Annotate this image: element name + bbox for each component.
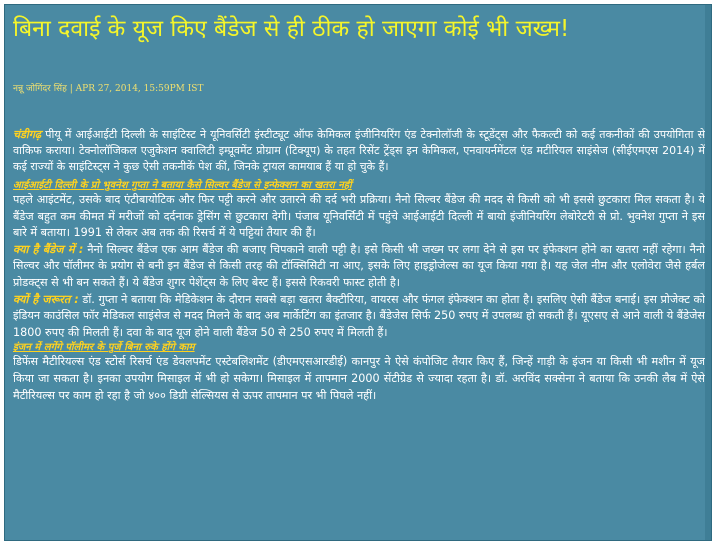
lead-text: पीयू में आईआईटी दिल्ली के साइंटिस्ट ने यूनिवर्सिटी इंस्टीट्यूट ऑफ केमिकल इंजीनियरिंग एंड टेक्नोलॉजी के स्टूडेंट्स और फैकल्टी को कई तकनीकों की उपयोगिता से वाकिफ कराया। टेक्नोलॉजिकल एजुकेशन क्वालिटी इम्प्रूवमेंट प्रोग्राम (टिक्यूप) के तहत रिसेंट ट्रेंड्स इन केमिकल, एनवायर्नमेंटल एंड मटीरियल साइंसेज (सीईएमएस 2014) में कई राज्यों के साइंटिस्ट्स ने कुछ ऐसी तकनीकें पेश कीं, जिनके ट्रायल कामयाब हैं या हो चुके हैं। (13, 128, 706, 173)
paragraph-intro: पहले आइंटमेंट, उसके बाद एंटीबायोटिक और फिर पट्टी करने और उतारने की दर्द भरी प्रक्रिया। नैनो सिल्वर बैंडेज की मदद से किसी को भी इससे छुटकारा मिल सकता है। ये बैंडेज बहुत कम कीमत में मरीजों को दर्दनाक ड्रेसिंग से छुटकारा देगी। पंजाब यूनिवर्सिटी में पहुंचे आईआईटी दिल्ली में बायो इंजीनियरिंग लेबोरेटरी से प्रो. भुवनेश गुप्ता ने इस बारे में बताया। 1991 से लेकर अब तक की रिसर्च में ये पट्टियां तैयार की हैं। (13, 193, 705, 240)
paragraph-why-needed (13, 292, 705, 342)
article-body (13, 127, 705, 404)
article-byline: नन्नू जोगिंदर सिंह | APR 27, 2014, 15:59PM IST (13, 84, 204, 94)
lead-paragraph (13, 127, 705, 175)
kicker-whats-in-bandage: क्या है बैंडेज में : (13, 242, 84, 256)
text-whats-in-bandage: नैनो सिल्वर बैंडेज एक आम बैंडेज की बजाए चिपकाने वाली पट्टी है। इसे किसी भी जख्म पर लगा देने से इस पर इंफेक्शन होने का खतरा नहीं रहेगा। नैनो सिल्वर और पॉलीमर के प्रयोग से बनी इन बैंडेज से किसी तरह की टॉक्सिसिटी ना आए, इसके लिए हाइड्रोजेल्स का यूज किया गया है। यह जेल नीम और एलोवेरा जैसे हर्बल प्रोडक्ट्स से भी बन सकते हैं। ये बैंडेज शुगर पेशेंट्स के लिए बेस्ट हैं। इससे रिकवरी फास्ट होती है। (13, 242, 706, 289)
subheading-polymer-engine: इंजन में लगेंगे पॉलीमर के पुर्जे बिना रुके होंगे काम (13, 342, 195, 354)
lead-kicker: चंडीगढ़ (13, 128, 42, 141)
article-frame (4, 4, 712, 541)
text-why-needed: डॉ. गुप्ता ने बताया कि मेडिकेशन के दौरान सबसे बड़ा खतरा बैक्टीरिया, वायरस और फंगल इंफेक्शन का होता है। इसलिए ऐसी बैंडेज बनाई। इस प्रोजेक्ट को इंडियन काउंसिल फॉर मेडिकल साइंसेज से मदद मिलने के बाद अब मार्केटिंग का इंतजार है। बैंडेजेस सिर्फ 250 रुपए में उपलब्ध हो सकती हैं। यूएसए से आने वाली ये बैंडेजेस 1800 रुपए की मिलती हैं। दवा के बाद यूज होने वाली बैंडेज 50 से 250 रुपए में मिलती हैं। (13, 292, 706, 339)
paragraph-polymer: डिफेंस मैटीरियल्स एंड स्टोर्स रिसर्च एंड डेवलपमेंट एस्टेबलिशमेंट (डीएमएसआरडीई) कानपुर ने ऐसे कंपोजिट तैयार किए हैं, जिन्हें गाड़ी के इंजन या किसी भी मशीन में यूज किया जा सकता है। इनका उपयोग मिसाइल में भी हो सकेगा। मिसाइल में तापमान 2000 सेंटीग्रेड से ज्यादा रहता है। डॉ. अरविंद सक्सेना ने बताया कि उनकी लैब में ऐसे मैटीरियल्स पर काम हो रहा है जो ४०० डिग्री सेल्सियस से ऊपर तापमान पर भी पिघले नहीं। (13, 355, 705, 402)
kicker-why-needed: क्यों है जरूरत : (13, 292, 79, 306)
paragraph-whats-in-bandage (13, 242, 705, 292)
subheading-silver-bandage: आईआईटी दिल्ली के प्रो भुवनेश गुप्ता ने बताया कैसे सिल्वर बैंडेज से इन्फेक्शन का खतरा नहीं (13, 180, 352, 191)
scrollbar[interactable] (705, 5, 711, 540)
article-headline: बिना दवाई के यूज किए बैंडेज से ही ठीक हो जाएगा कोई भी जख्म! (13, 16, 570, 42)
